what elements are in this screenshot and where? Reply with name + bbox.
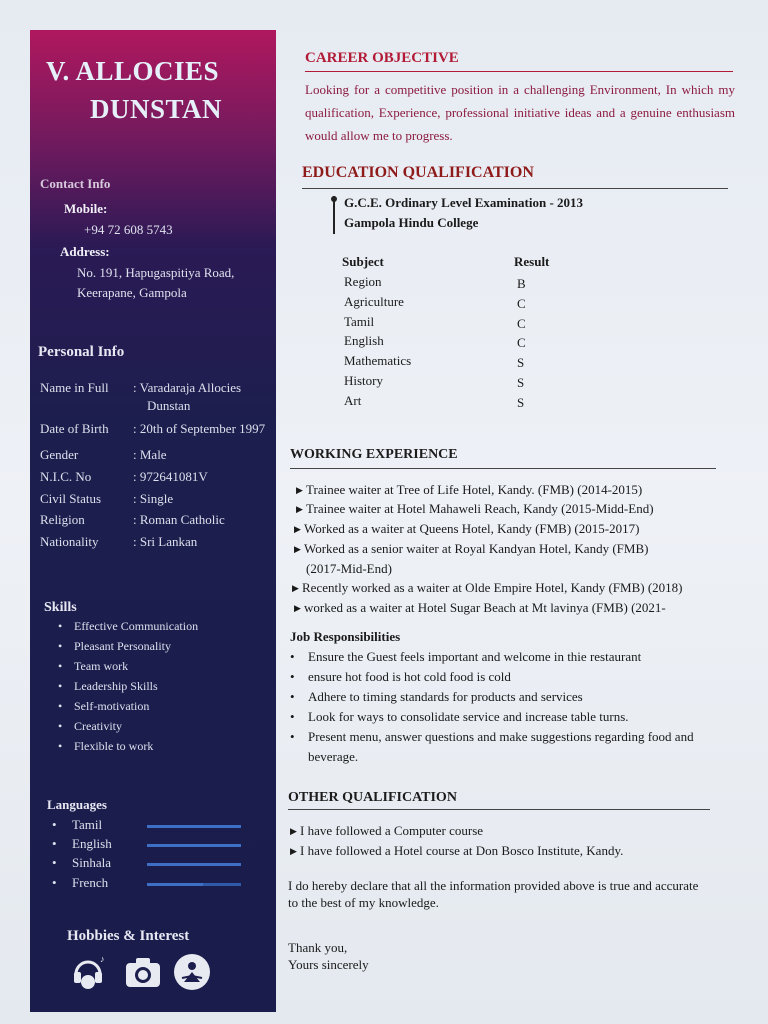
school-name: Gampola Hindu College <box>344 215 479 230</box>
personal-key: N.I.C. No <box>40 469 92 484</box>
language-level-bar <box>147 825 241 828</box>
personal-value: : Roman Catholic <box>133 512 225 527</box>
list-item: ▶ worked as a waiter at Hotel Sugar Beach at Mt lavinya (FMB) (2021- <box>294 600 666 615</box>
sidebar: V. ALLOCIES DUNSTAN Contact Info Mobile: +94 72 608 5743 Address: No. 191, Hapugaspitiya Road, Keerapane, Gampola Personal Info Name in Full : Varadaraja Allocies Dunstan Date of Birth : 20th of September 1997 Gender : Male N.I.C. No : 972641081V Civil Status : Single Religion : Roman Catholic Nationality : Sri Lankan Skills • Effective Communication • Pleasant Personality • Team work • Leadership Skills • Self-motivation • Creativity • Flexible to work Languages • Tamil • English • Sinhala • French Hobbies & Interest <box>30 30 276 1012</box>
result-cell: B <box>517 276 526 291</box>
responsibility-text: Ensure the Guest feels important and welcome in thie restaurant <box>308 649 642 664</box>
experience-text: Worked as a waiter at Queens Hotel, Kandy (FMB) (2015-2017) <box>304 521 640 536</box>
address-line-1: No. 191, Hapugaspitiya Road, <box>77 265 235 280</box>
reading-icon <box>174 954 210 990</box>
bullet-marker <box>333 196 335 234</box>
list-item: • ensure hot food is hot cold food is cold <box>290 667 720 687</box>
list-item: • Look for ways to consolidate service and increase table turns. <box>290 707 720 727</box>
headphones-music-icon <box>70 952 106 988</box>
personal-value: : Male <box>133 447 167 462</box>
personal-value-cont: Dunstan <box>147 398 191 413</box>
list-item: • Adhere to timing standards for products and services <box>290 687 720 707</box>
working-experience-heading: WORKING EXPERIENCE <box>290 447 458 462</box>
result-header: Result <box>514 254 550 269</box>
personal-info-heading: Personal Info <box>38 344 125 360</box>
responsibility-text: ensure hot food is hot cold food is cold <box>308 669 511 684</box>
camera-icon <box>124 955 160 991</box>
personal-value: : Single <box>133 491 174 506</box>
list-item: • Self-motivation <box>60 696 198 716</box>
skills-heading: Skills <box>44 600 77 615</box>
subject-cell: Mathematics <box>344 353 412 369</box>
list-item: • Pleasant Personality <box>60 636 198 656</box>
language-level-fill <box>147 825 241 828</box>
result-cell: S <box>517 375 525 390</box>
qualification-text: I have followed a Hotel course at Don Bosco Institute, Kandy. <box>300 843 624 858</box>
personal-key: Religion <box>40 512 85 527</box>
responsibility-text: Look for ways to consolidate service and increase table turns. <box>308 709 629 724</box>
address-label: Address: <box>60 244 110 259</box>
exam-name: G.C.E. Ordinary Level Examination - 2013 <box>344 195 584 210</box>
experience-text: Trainee waiter at Hotel Mahaweli Reach, Kandy (2015-Midd-End) <box>306 501 654 516</box>
subject-cell: History <box>344 373 383 388</box>
language-name: Sinhala <box>72 855 111 870</box>
list-item: ▶ Worked as a senior waiter at Royal Kandyan Hotel, Kandy (FMB) <box>294 541 649 556</box>
candidate-name <box>46 52 222 128</box>
language-level-bar <box>147 844 241 847</box>
personal-key: Gender <box>40 447 79 462</box>
personal-value: : Sri Lankan <box>133 534 198 549</box>
list-item: ▶ Trainee waiter at Hotel Mahaweli Reach, Kandy (2015-Midd-End) <box>296 501 654 516</box>
subject-cell: Region <box>344 274 382 289</box>
other-qualification-heading: OTHER QUALIFICATION <box>288 790 457 805</box>
language-level-fill <box>147 863 241 866</box>
list-item: ▶ I have followed a Hotel course at Don Bosco Institute, Kandy. <box>290 843 624 858</box>
list-item: ▶ Recently worked as a waiter at Olde Empire Hotel, Kandy (FMB) (2018) <box>292 580 683 595</box>
language-name: English <box>72 836 112 851</box>
name-line-2: DUNSTAN <box>90 94 223 124</box>
closing-thanks: Thank you, <box>288 940 348 955</box>
personal-key: Date of Birth <box>40 421 109 436</box>
experience-text: Recently worked as a waiter at Olde Empire Hotel, Kandy (FMB) (2018) <box>302 580 683 595</box>
closing-sincerely: Yours sincerely <box>288 957 369 972</box>
education-heading: EDUCATION QUALIFICATION <box>302 164 534 181</box>
qualification-text: I have followed a Computer course <box>300 823 484 838</box>
result-cell: S <box>517 355 525 371</box>
language-level-fill <box>147 844 241 847</box>
career-objective-heading: CAREER OBJECTIVE <box>305 50 459 66</box>
subject-cell: Art <box>344 392 362 408</box>
experience-continuation: (2017-Mid-End) <box>306 561 392 576</box>
contact-heading: Contact Info <box>40 176 111 191</box>
experience-text: Trainee waiter at Tree of Life Hotel, Kandy. (FMB) (2014-2015) <box>306 482 643 497</box>
list-item: ▶ Worked as a waiter at Queens Hotel, Kandy (FMB) (2015-2017) <box>294 521 640 536</box>
personal-value: : 20th of September 1997 <box>133 421 266 436</box>
result-cell: C <box>517 335 526 351</box>
job-responsibilities-heading: Job Responsibilities <box>290 629 401 644</box>
career-objective-text: Looking for a competitive position in a challenging Environment, In which my qualification, Experience, professional initiative ideas and a genuine enthusiasm would allow me to progress. <box>305 82 735 143</box>
subject-header: Subject <box>342 254 384 269</box>
list-item: ▶ I have followed a Computer course <box>290 823 484 838</box>
personal-key: Civil Status <box>40 491 102 506</box>
personal-value: : 972641081V <box>133 469 208 484</box>
language-name: French <box>72 875 109 890</box>
divider <box>290 468 716 469</box>
list-item: • Leadership Skills <box>60 676 198 696</box>
language-level-bar <box>147 883 241 886</box>
list-item: • Team work <box>60 656 198 676</box>
declaration-text: I do hereby declare that all the information provided above is true and accurate to the best of my knowledge. <box>288 878 699 910</box>
svg-text:♪: ♪ <box>100 954 105 964</box>
list-item: ▶ Trainee waiter at Tree of Life Hotel, Kandy. (FMB) (2014-2015) <box>296 482 643 497</box>
subject-cell: English <box>344 333 384 349</box>
responsibility-text: Present menu, answer questions and make suggestions regarding food and beverage. <box>308 729 694 764</box>
divider <box>288 809 710 810</box>
language-level-fill <box>147 883 203 886</box>
language-level-bar <box>147 863 241 866</box>
name-line-1: V. ALLOCIES <box>46 56 220 86</box>
personal-key: Name in Full <box>40 380 109 395</box>
list-item: • Effective Communication <box>60 616 198 636</box>
result-cell: C <box>517 315 526 331</box>
subject-cell: Tamil <box>344 313 375 329</box>
personal-key: Nationality <box>40 534 99 549</box>
skills-list <box>44 616 198 756</box>
experience-text: worked as a waiter at Hotel Sugar Beach at Mt lavinya (FMB) (2021- <box>304 600 666 615</box>
mobile-label: Mobile: <box>64 201 108 216</box>
divider <box>302 188 728 189</box>
personal-value: : Varadaraja Allocies <box>133 380 242 395</box>
list-item: • Ensure the Guest feels important and welcome in thie restaurant <box>290 647 720 667</box>
list-item: • Flexible to work <box>60 736 198 756</box>
list-item: • Creativity <box>60 716 198 736</box>
result-cell: C <box>517 295 526 311</box>
address-line-2: Keerapane, Gampola <box>77 285 187 300</box>
languages-heading: Languages <box>47 797 107 812</box>
experience-text: Worked as a senior waiter at Royal Kandyan Hotel, Kandy (FMB) <box>304 541 649 556</box>
divider <box>305 71 733 72</box>
list-item: • Present menu, answer questions and make suggestions regarding food and beverage. <box>290 727 730 767</box>
mobile-number: +94 72 608 5743 <box>84 222 173 237</box>
result-cell: S <box>517 394 525 410</box>
language-name: Tamil <box>72 817 103 832</box>
subject-cell: Agriculture <box>344 293 404 309</box>
responsibility-text: Adhere to timing standards for products and services <box>308 689 583 704</box>
hobbies-heading: Hobbies & Interest <box>67 928 190 944</box>
